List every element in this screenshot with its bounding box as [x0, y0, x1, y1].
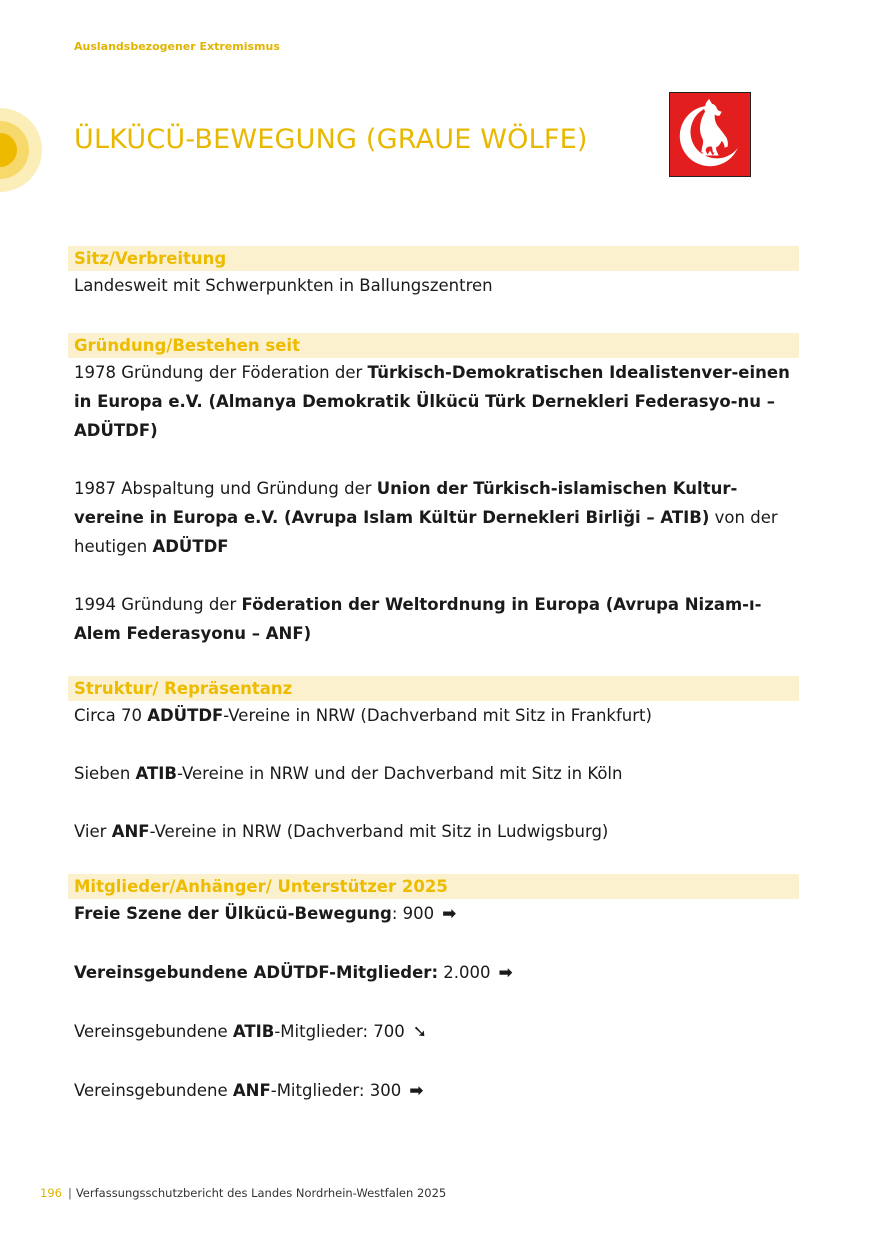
footer-separator: |	[67, 1186, 72, 1200]
arrow-down-right-icon: ➘	[412, 1022, 428, 1042]
mitglieder-item-freie-szene: Freie Szene der Ülkücü-Bewegung: 900 ➡	[68, 899, 799, 929]
mitglieder-item-anf: Vereinsgebundene ANF-Mitglieder: 300 ➡	[68, 1076, 799, 1106]
content	[68, 246, 799, 1106]
running-title: Auslandsbezogener Extremismus	[74, 40, 280, 53]
section-heading-struktur: Struktur/ Repräsentanz	[68, 676, 799, 701]
struktur-adutdf: Circa 70 ADÜTDF-Vereine in NRW (Dachverband mit Sitz in Frankfurt)	[74, 706, 652, 725]
section-heading-sitz: Sitz/Verbreitung	[68, 246, 799, 271]
crescent-and-howling-wolf-icon	[669, 92, 751, 177]
gruendung-1987: 1987 Abspaltung und Gründung der Union der Türkisch-islamischen Kultur-vereine in Europa e.V. (Avrupa Islam Kültür Dernekleri Birliği – ATIB) von der heutigen ADÜTDF	[74, 479, 778, 556]
publication-title: Verfassungsschutzbericht des Landes Nordrhein-Westfalen 2025	[75, 1186, 447, 1200]
arrow-right-icon: ➡	[442, 904, 457, 924]
page-footer	[40, 1186, 446, 1200]
section-heading-mitglieder: Mitglieder/Anhänger/ Unterstützer 2025	[68, 874, 799, 899]
struktur-atib: Sieben ATIB-Vereine in NRW und der Dachverband mit Sitz in Köln	[74, 764, 623, 783]
arrow-right-icon: ➡	[409, 1081, 424, 1101]
arrow-right-icon: ➡	[498, 963, 513, 983]
mitglieder-item-atib: Vereinsgebundene ATIB-Mitglieder: 700 ➘	[68, 1017, 799, 1047]
gruendung-1978: 1978 Gründung der Föderation der Türkisch-Demokratischen Idealistenver-einen in Europa e.V. (Almanya Demokratik Ülkücü Türk Dernekleri Federasyo-nu – ADÜTDF)	[74, 363, 790, 440]
sitz-text: Landesweit mit Schwerpunkten in Ballungszentren	[74, 276, 493, 295]
section-heading-gruendung: Gründung/Bestehen seit	[68, 333, 799, 358]
decorative-circles-icon	[0, 108, 44, 192]
struktur-anf: Vier ANF-Vereine in NRW (Dachverband mit Sitz in Ludwigsburg)	[74, 822, 609, 841]
mitglieder-item-adutdf: Vereinsgebundene ADÜTDF-Mitglieder: 2.000 ➡	[68, 958, 799, 988]
gruendung-1994: 1994 Gründung der Föderation der Weltordnung in Europa (Avrupa Nizam-ı-Alem Federasyonu – ANF)	[74, 595, 762, 643]
page-number: 196	[40, 1186, 62, 1200]
page-title: ÜLKÜCÜ-BEWEGUNG (GRAUE WÖLFE)	[74, 124, 588, 155]
